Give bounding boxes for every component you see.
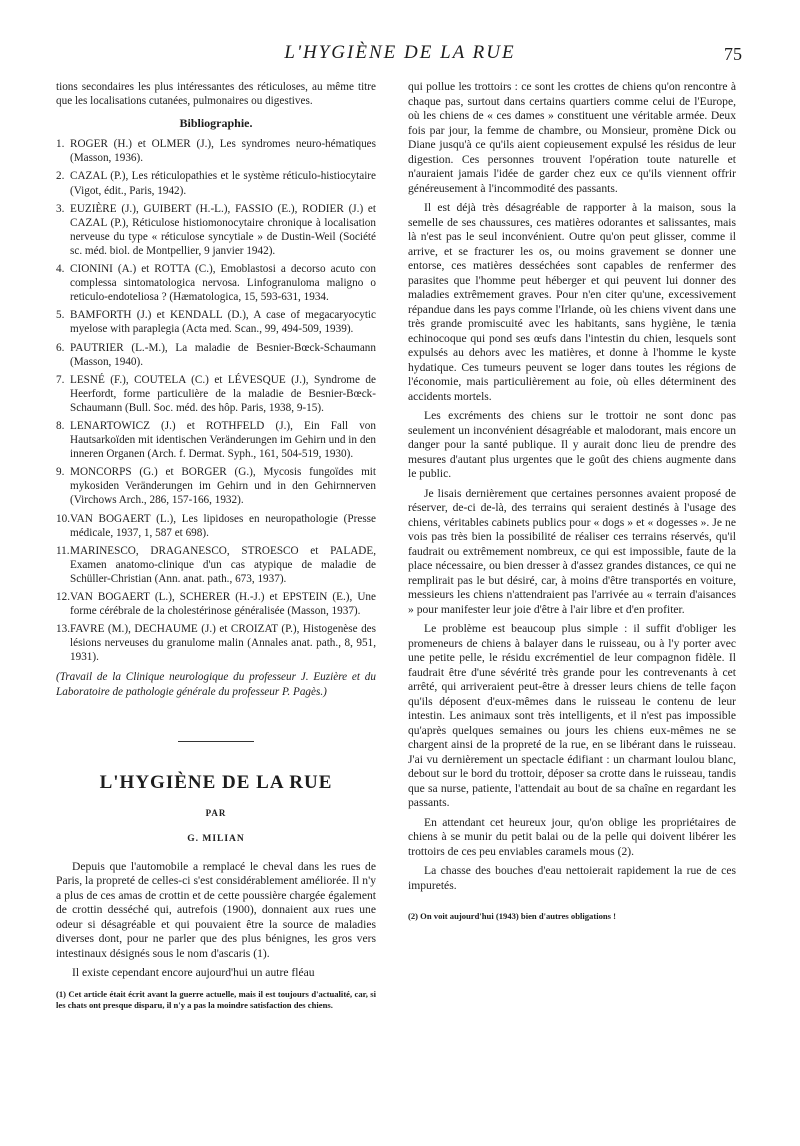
reference-item: [56, 137, 376, 165]
reference-number: 13.: [56, 623, 70, 636]
reference-item: [56, 512, 376, 540]
reference-text: LESNÉ (F.), COUTELA (C.) et LÉVESQUE (J.), Syndrome de Heerfordt, forme particulière de la maladie de Besnier-Bœck-Schaumann (Bull. Soc. méd. des hôp. Paris, 1938, 9-15).: [70, 373, 376, 414]
reference-item: [56, 308, 376, 336]
reference-text: VAN BOGAERT (L.), Les lipidoses en neuropathologie (Presse médicale, 1937, 1, 587 et 698).: [70, 512, 376, 539]
reference-item: [56, 373, 376, 415]
reference-item: [56, 622, 376, 664]
reference-text: LENARTOWICZ (J.) et ROTHFELD (J.), Ein Fall von Hautsarkoïden mit identischen Veränderungen im Gehirn und in den inneren Organen (Arch. f. Dermat. Syph., 161, 504-519, 1930).: [70, 419, 376, 461]
article-paragraph: Il est déjà très désagréable de rapporter à la maison, sous la semelle de ses chaussures, ces matières odorantes et salissantes, mais là n'est pas le seul inconvénient. Outre qu'on peut glisser, comme il arrive, et se fracturer les os, ou moins gravement se donner une entorse, ces matières desséchées sont capables de renfermer des parasites que l'homme peut héberger et qui peuvent lui donner des maladies extrêmement graves. Pour n'en citer qu'une, excessivement répandue dans les pays comme l'Irlande, où les chiens vivent dans une très grande promiscuité avec les habitants, sans hygiène, le tænia echinocoque qui pond ses œufs dans l'intestin du chien, lesquels sont expulsés au dehors avec les matières, et donne à l'homme le kyste hydatique. Ces tumeurs peuvent se loger dans toutes les régions de l'économie, mais particulièrement au foie, où elles déterminent des accidents mortels.: [408, 201, 736, 403]
reference-item: [56, 419, 376, 461]
section-divider: [178, 741, 254, 742]
reference-item: [56, 262, 376, 304]
reference-list: [56, 137, 376, 664]
reference-number: 1.: [56, 138, 65, 151]
reference-number: 4.: [56, 263, 65, 276]
article-paragraph: qui pollue les trottoirs : ce sont les crottes de chiens qu'on rencontre à chaque pas, surtout dans certains quartiers comme celui de l'Europe, où les chiens de « ces dames » constituent une véritable armée. Deux fois par jour, la femme de chambre, ou Monsieur, promène Dick ou Diane jusqu'à ce qu'ils aient copieusement expulsé les résidus de leur digestion. Ces personnes trouvent l'opération toute naturelle et n'auraient jamais l'idée de garder chez eux ce qu'ils viennent offrir généreusement à l'incommodité des passants.: [408, 80, 736, 195]
running-title: L'HYGIÈNE DE LA RUE: [284, 42, 516, 63]
article-paragraph: En attendant cet heureux jour, qu'on oblige les propriétaires de chiens à se munir du petit balai ou de la pelle qui doivent libérer les trottoirs de ces peu enviables caramels mous (2).: [408, 815, 736, 858]
footnote: (1) Cet article était écrit avant la guerre actuelle, mais il est toujours d'actualité, car, si les chats ont presque disparu, il n'y a pas la moindre satisfaction des chiens.: [56, 988, 376, 1010]
reference-number: 5.: [56, 309, 65, 322]
reference-item: [56, 169, 376, 197]
reference-text: PAUTRIER (L.-M.), La maladie de Besnier-Bœck-Schaumann (Masson, 1940).: [70, 341, 376, 368]
reference-text: MONCORPS (G.) et BORGER (G.), Mycosis fungoïdes mit mykosiden Veränderungen im Gehirn und in den Gehirnnerven (Virchows Arch., 286, 157-166, 1932).: [70, 466, 376, 507]
article-paragraph: Depuis que l'automobile a remplacé le cheval dans les rues de Paris, la propreté de celles-ci s'est considérablement améliorée. Il n'y a plus de ces amas de crottin et de cette poussière chargée également de crottin desséché qui, autrefois (1900), donnaient aux rues une odeur si désagréable et qui pouvaient être la source de maladies diverses dont, pour ne parler que des plus bénignes, les gros vers intestinaux désignés sous le nom d'ascaris (1).: [56, 859, 376, 960]
reference-number: 12.: [56, 591, 70, 603]
article-paragraph: La chasse des bouches d'eau nettoierait rapidement la rue de ces impuretés.: [408, 864, 736, 892]
reference-number: 7.: [56, 373, 65, 386]
reference-number: 11.: [56, 544, 70, 557]
reference-item: [56, 544, 376, 586]
article-paragraph: Il existe cependant encore aujourd'hui un autre fléau: [72, 966, 315, 980]
right-column: [408, 80, 736, 922]
reference-text: CAZAL (P.), Les réticulopathies et le système réticulo-histiocytaire (Vigot, édit., Paris, 1942).: [70, 170, 376, 197]
reference-number: 3.: [56, 202, 65, 215]
intro-paragraph: tions secondaires les plus intéressantes des réticuloses, au même titre que les localisations cutanées, pulmonaires ou digestives.: [56, 81, 376, 108]
article-title: L'HYGIÈNE DE LA RUE: [99, 771, 333, 793]
reference-number: 6.: [56, 341, 65, 354]
reference-item: [56, 202, 376, 258]
reference-item: [56, 465, 376, 507]
article-author: G. MILIAN: [187, 833, 245, 844]
reference-text: FAVRE (M.), DECHAUME (J.) et CROIZAT (P.), Histogenèse des lésions nerveuses du granulome malin (Annales anat. path., 8, 951, 1931).: [70, 623, 376, 664]
reference-text: EUZIÈRE (J.), GUIBERT (H.-L.), FASSIO (E.), RODIER (J.) et CAZAL (P.), Réticulose histiomonocytaire chronique à localisation nerveuse du type « réticulose syncytiale » de Dustin-Weil (Société sc. méd. biol. de Montpellier, 9 janvier 1942).: [70, 202, 376, 257]
page-number: 75: [724, 44, 742, 64]
institution-credit: (Travail de la Clinique neurologique du professeur J. Euzière et du Laboratoire de pathologie générale du professeur P. Pagès.): [56, 671, 376, 698]
reference-number: 8.: [56, 419, 65, 432]
reference-text: VAN BOGAERT (L.), SCHERER (H.-J.) et EPSTEIN (E.), Une forme cérébrale de la cholestérinose généralisée (Masson, 1937).: [70, 591, 376, 618]
reference-number: 10.: [56, 512, 70, 525]
bibliography-heading: Bibliographie.: [179, 116, 253, 131]
reference-number: 9.: [56, 466, 65, 479]
reference-text: CIONINI (A.) et ROTTA (C.), Emoblastosi a decorso acuto con complessa sintomatologica nervosa. Linfogranuloma maligno o reticulo-endoteliosa ? (Hæmatologica, 15, 593-631, 1934.: [70, 263, 376, 304]
reference-number: 2.: [56, 170, 65, 183]
reference-item: [56, 590, 376, 618]
reference-item: [56, 341, 376, 369]
reference-text: BAMFORTH (J.) et KENDALL (D.), A case of megacaryocytic myelose with paraplegia (Acta med. Scan., 99, 494-509, 1939).: [70, 309, 376, 336]
article-paragraph: Le problème est beaucoup plus simple : il suffit d'obliger les promeneurs de chiens à balayer dans le ruisseau, ou à l'y porter avec une petite pelle, le résidu excrémentiel de leur compagnon fidèle. Il faudrait être d'une sévérité très grande pour les contrevenants à cet arrêté, qui arriveraient peut-être à dresser leurs chiens de telle façon qu'ils déposent d'eux-mêmes dans le ruisseau le contenu de leur intestin. Les animaux sont très intelligents, et il n'est pas impossible qu'après quelques semaines ou jours les chiens eux-mêmes ne se chargent ainsi de la propreté de la rue, en se libérant dans le ruisseau. J'ai vu dernièrement un spectacle édifiant : un charmant loulou blanc, debout sur le bord du trottoir, déposer sa crotte dans le ruisseau, tandis que sa nurse, patiente, l'attendait au bout de sa chaîne en regardant les passants.: [408, 622, 736, 809]
article-paragraph: Je lisais dernièrement que certaines personnes avaient proposé de réserver, de-ci de-là, des terrains qui seraient destinés à l'usage des chiens, véritables cabinets publics pour « dogs » et « dogesses ». Je ne vois pas très bien la possibilité de réaliser ces terrains réservés, qu'il faudrait ou extrêmement nombreux, ce qui est impossible, faute de la place nécessaire, ou bien dresser à d'assez grandes distances, ce qui ne remplirait pas le but désiré, car, à moins d'être transportés en voiture, messieurs les chiens n'attendraient pas l'arrivée au « terrain d'aisances » pour manifester leur joie d'être à l'air libre et d'en profiter.: [408, 486, 736, 616]
reference-text: ROGER (H.) et OLMER (J.), Les syndromes neuro-hématiques (Masson, 1936).: [70, 138, 376, 165]
reference-text: MARINESCO, DRAGANESCO, STROESCO et PALADE, Examen anatomo-clinique d'un cas atypique de maladie de Schüller-Christian (Ann. anat. path., 673, 1937).: [70, 544, 376, 585]
article-by: PAR: [205, 807, 227, 818]
left-column: [56, 80, 376, 1011]
footnote: (2) On voit aujourd'hui (1943) bien d'autres obligations !: [408, 911, 617, 921]
article-paragraph: Les excréments des chiens sur le trottoir ne sont donc pas seulement un inconvénient désagréable et malodorant, mais encore un danger pour la santé publique. Il y aurait donc lieu de prendre des mesures d'autant plus urgentes que le goût des chiens augmente dans le public.: [408, 409, 736, 480]
